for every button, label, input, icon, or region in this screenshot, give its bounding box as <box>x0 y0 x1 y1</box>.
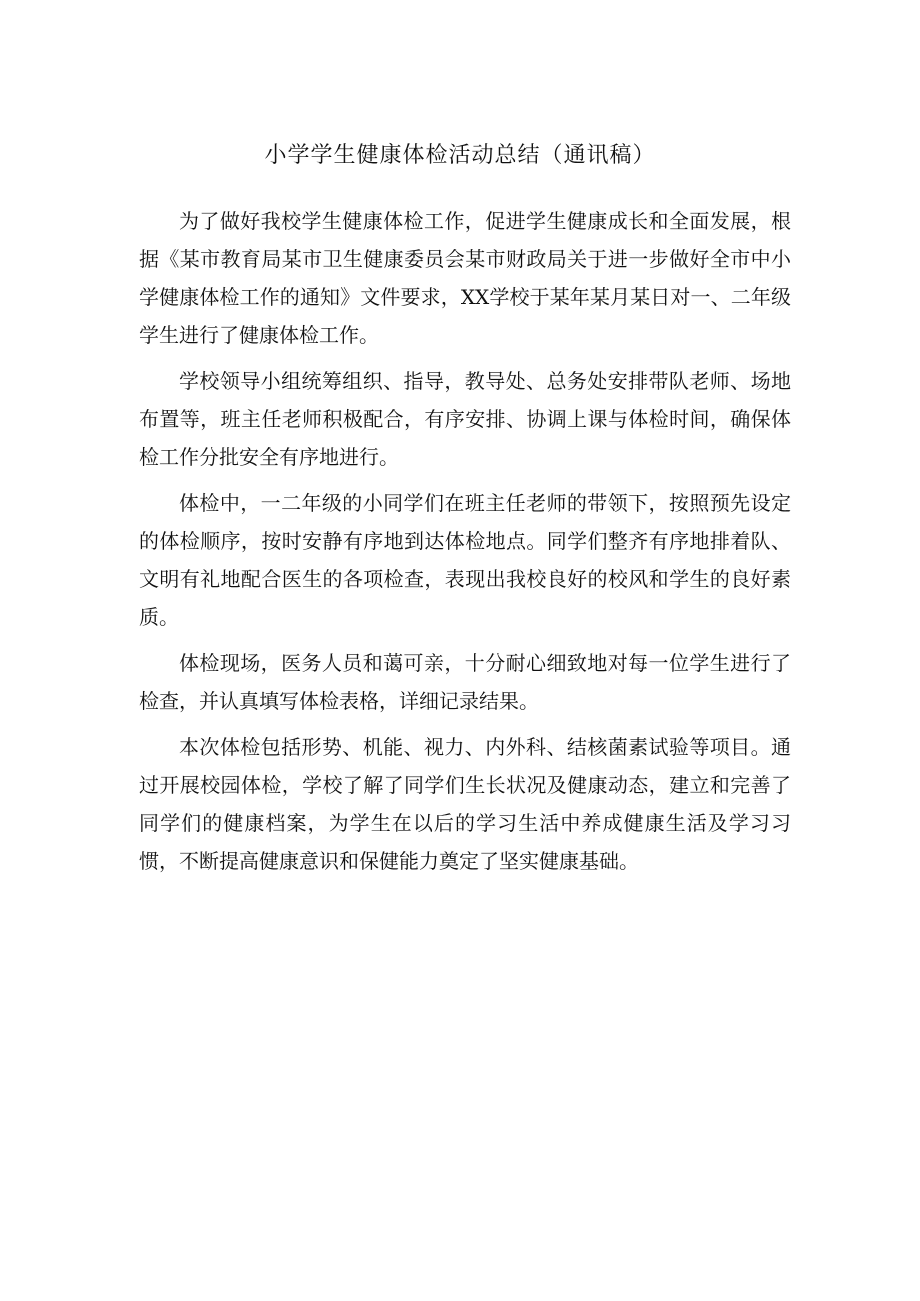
paragraph-medical-staff: 体检现场，医务人员和蔼可亲，十分耐心细致地对每一位学生进行了检查，并认真填写体检表格，详细记录结果。 <box>139 651 791 713</box>
paragraph-summary: 本次体检包括形势、机能、视力、内外科、结核菌素试验等项目。通过开展校园体检，学校了解了同学们生长状况及健康动态，建立和完善了同学们的健康档案，为学生在以后的学习生活中养成健康生活及学习习惯，不断提高健康意识和保健能力奠定了坚实健康基础。 <box>139 735 791 873</box>
document-body <box>139 202 791 888</box>
paragraph-organization: 学校领导小组统筹组织、指导，教导处、总务处安排带队老师、场地布置等，班主任老师积极配合，有序安排、协调上课与体检时间，确保体检工作分批安全有序地进行。 <box>139 369 791 469</box>
paragraph-process: 体检中，一二年级的小同学们在班主任老师的带领下，按照预先设定的体检顺序，按时安静有序地到达体检地点。同学们整齐有序地排着队、文明有礼地配合医生的各项检查，表现出我校良好的校风和学生的良好素质。 <box>139 491 791 629</box>
page-title: 小学学生健康体检活动总结（通讯稿） <box>264 143 656 168</box>
paragraph-intro: 为了做好我校学生健康体检工作，促进学生健康成长和全面发展，根据《某市教育局某市卫生健康委员会某市财政局关于进一步做好全市中小学健康体检工作的通知》文件要求，XX学校于某年某月某日对一、二年级学生进行了健康体检工作。 <box>139 209 791 347</box>
